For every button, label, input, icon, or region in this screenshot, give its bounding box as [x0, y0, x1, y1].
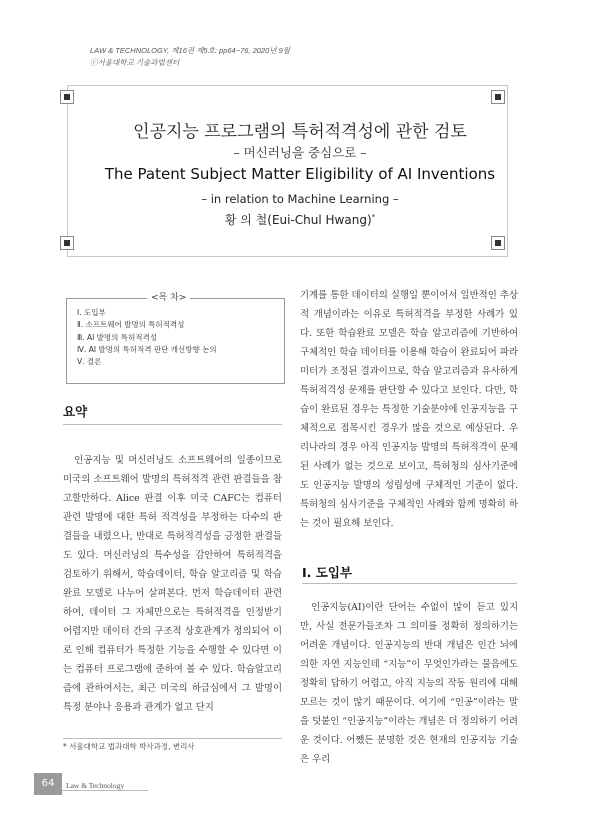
- divider: [63, 424, 282, 425]
- footnote-divider: [63, 738, 282, 739]
- korean-title: 인공지능 프로그램의 특허적격성에 관한 검토: [133, 122, 467, 142]
- abstract-continuation: [300, 286, 518, 533]
- toc-item: Ⅴ. 결론: [77, 357, 102, 367]
- table-of-contents: [66, 298, 285, 384]
- english-subtitle: – in relation to Machine Learning –: [201, 192, 399, 206]
- toc-item: Ⅲ. AI 발명의 특허적격성: [77, 332, 158, 342]
- journal-citation: LAW & TECHNOLOGY, 제16권 제5호: pp64~76, 2020년 9월: [90, 46, 291, 55]
- footnote: * 서울대학교 법과대학 박사과정, 변리사: [63, 742, 195, 751]
- toc-item: Ⅳ. AI 발명의 특허적격 판단 개선방향 논의: [77, 344, 217, 354]
- toc-item: Ⅰ. 도입부: [77, 308, 106, 317]
- abstract-heading: 요약: [63, 404, 88, 419]
- author: [0, 211, 600, 228]
- korean-subtitle: – 머신러닝을 중심으로 –: [233, 145, 367, 160]
- journal-publisher: ⓒ서울대학교 기술과법센터: [90, 58, 180, 67]
- divider: [302, 583, 517, 584]
- page-number: 64: [34, 773, 62, 795]
- abstract-paragraph: 인공지능 및 머신러닝도 소프트웨어의 일종이므로 미국의 소프트웨어 발명의 특허적격 관련 판결들을 참고할만하다. Alice 판결 이후 미국 CAFC는 컴퓨터 관련 발명에 대한 특허 적격성을 부정하는 다수의 판결들을 내렸으나, 반대로 특허적격성을 긍정한 판결들도 있다. 머신러닝의 특수성을 감안하여 특허적격을 검토하기 위해서, 학습데이터, 학습 알고리즘 및 학습완료 모델로 나누어 살펴본다. 먼저 학습데이터 관련하여, 데이터 그 자체만으로는 특허적격을 인정받기 어렵지만 데이터 간의 구조적 상호관계가 정의되어 이로 인해 컴퓨터가 특정한 기능을 수행할 수 있다면 이는 컴퓨터 프로그램에 준하여 볼 수 있다. 학습알고리즘에 관하여서는, 최근 미국의 하급심에서 그 발명이 특정 분야나 응용과 관계가 없고 단지: [63, 455, 282, 713]
- author-footnote-mark: *: [371, 213, 376, 221]
- intro-body: [300, 598, 518, 769]
- english-title: The Patent Subject Matter Eligibility of AI Inventions: [104, 165, 496, 183]
- abstract-continuation-paragraph: 기계를 통한 데이터의 실행일 뿐이어서 일반적인 추상적 개념이라는 이유로 특허적격을 부정한 사례가 있다. 또한 학습완료 모델은 학습 알고리즘에 기반하여 구체적인 학습 데이터를 이용해 학습이 완료되어 파라미터가 조정된 결과이므로, 학습 알고리즘과 유사하게 특허적격성 문제를 판단할 수 있다고 보인다. 다만, 학습이 완료된 경우는 특정한 기술분야에 인공지능을 구체적으로 접목시킨 경우가 많을 것으로 예상된다. 우리나라의 경우 아직 인공지능 발명의 특허적격이 문제된 사례가 없는 것으로 보이고, 특허청의 심사기준에도 인공지능 발명의 성립성에 구체적인 기준이 없다. 특허청의 심사기준을 구체적인 사례와 함께 명확히 하는 것이 필요해 보인다.: [300, 290, 518, 529]
- corner-ornament: [491, 90, 505, 104]
- corner-ornament: [60, 90, 74, 104]
- running-head: Law & Technology: [66, 781, 125, 790]
- corner-ornament: [60, 236, 74, 250]
- author-name: 황 의 철(Eui-Chul Hwang): [224, 213, 372, 227]
- abstract-body: [63, 451, 282, 717]
- toc-heading: <목 차>: [147, 290, 190, 303]
- toc-item: Ⅱ. 소프트웨어 발명의 특허적격성: [77, 320, 185, 330]
- corner-ornament: [491, 236, 505, 250]
- journal-info: [90, 45, 290, 69]
- intro-paragraph: 인공지능(AI)이란 단어는 수없이 많이 듣고 있지만, 사실 전문가들조차 그 의미를 정확히 정의하기는 어려운 개념이다. 인공지능의 반대 개념은 인간 뇌에 의한 자연 지능인데 “지능”이 무엇인가라는 물음에도 정확히 답하기 어렵고, 아직 지능의 작동 원리에 대해 모르는 것이 많기 때문이다. 여기에 “인공”이라는 말을 덧붙인 “인공지능”이라는 개념은 더 정의하기 어려운 것이다. 어쨌든 분명한 것은 현재의 인공지능 기술은 우리: [300, 602, 518, 765]
- section-heading-intro: Ⅰ. 도입부: [302, 565, 352, 580]
